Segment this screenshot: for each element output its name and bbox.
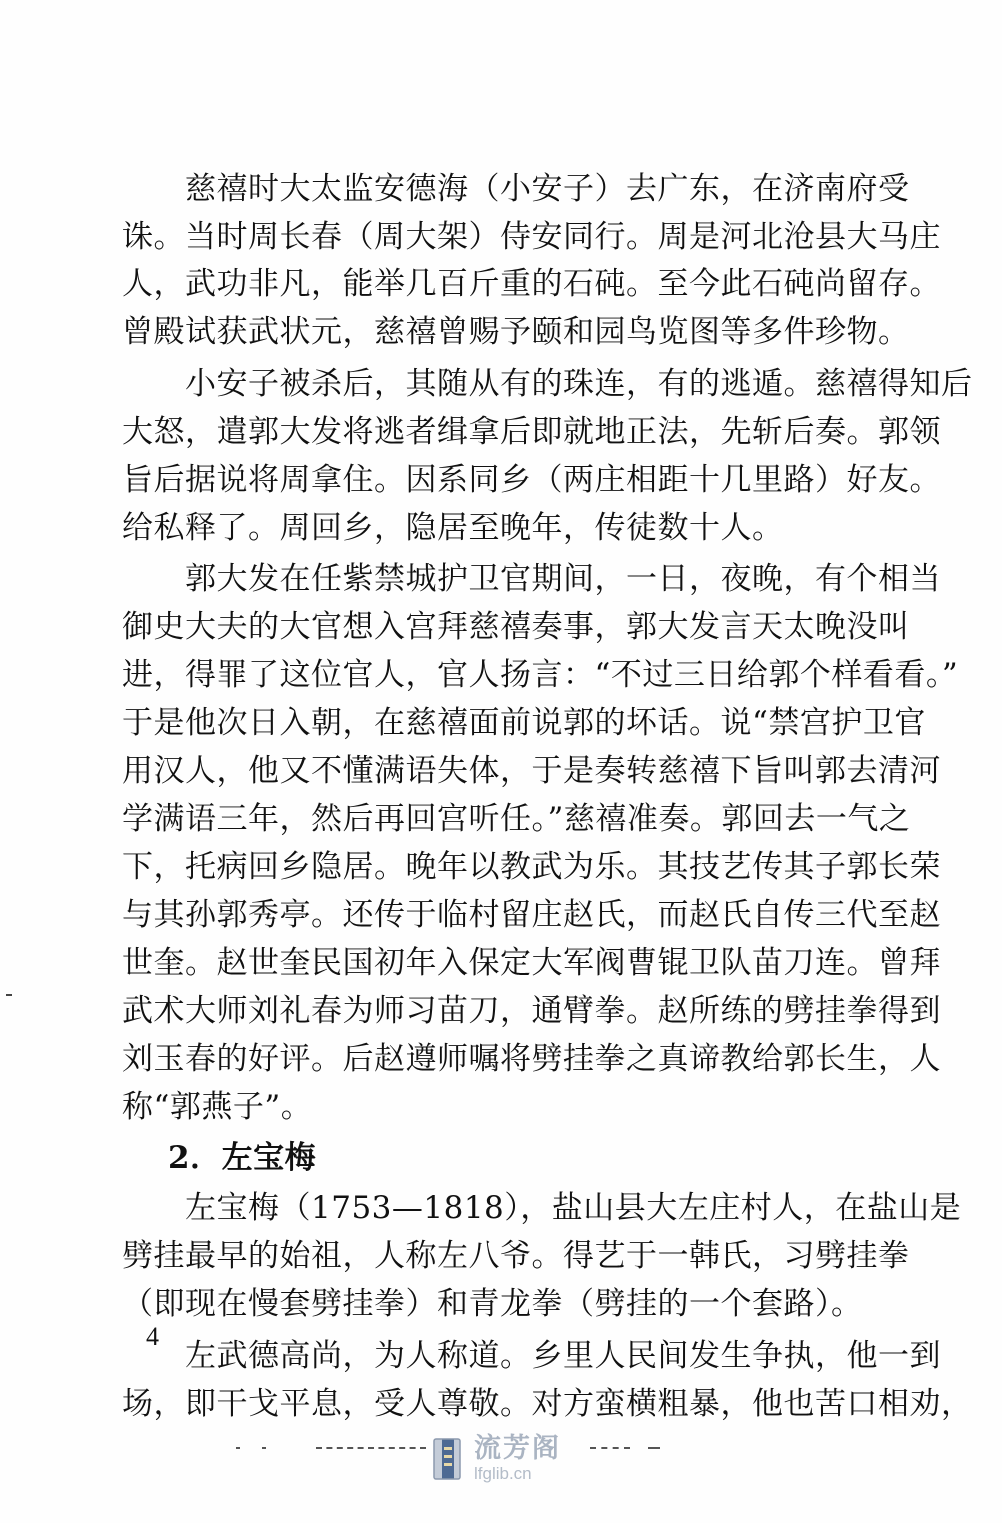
scan-artifact xyxy=(590,1447,630,1451)
text-line: 刘玉春的好评。后赵遵师嘱将劈挂拳之真谛教给郭长生，人 xyxy=(122,1041,941,1077)
watermark-text xyxy=(474,1434,561,1484)
text-line: 劈挂最早的始祖，人称左八爷。得艺于一韩氏，习劈挂拳 xyxy=(122,1238,910,1274)
text-line: 郭大发在任紫禁城护卫官期间，一日，夜晚，有个相当 xyxy=(185,561,941,597)
text-line: 旨后据说将周拿住。因系同乡（两庄相距十几里路）好友。 xyxy=(122,462,941,498)
text-line: 大怒，遣郭大发将逃者缉拿后即就地正法，先斩后奏。郭领 xyxy=(122,414,941,450)
text-line: 于是他次日入朝，在慈禧面前说郭的坏话。说“禁宫护卫官 xyxy=(122,705,926,741)
text-line: 学满语三年，然后再回宫听任。”慈禧准奏。郭回去一气之 xyxy=(122,801,911,837)
text-line: 用汉人，他又不懂满语失体，于是奏转慈禧下旨叫郭去清河 xyxy=(122,753,941,789)
text-line: 武术大师刘礼春为师习苗刀，通臂拳。赵所练的劈挂拳得到 xyxy=(122,993,941,1029)
watermark xyxy=(428,1430,588,1488)
text-line: 与其孙郭秀亭。还传于临村留庄赵氏，而赵氏自传三代至赵 xyxy=(122,897,941,933)
watermark-title: 流芳阁 xyxy=(474,1433,561,1464)
text-line: 世奎。赵世奎民国初年入保定大军阀曹锟卫队苗刀连。曾拜 xyxy=(122,945,941,981)
scan-artifact xyxy=(316,1447,426,1451)
text-line: 进，得罪了这位官人，官人扬言：“不过三日给郭个样看看。” xyxy=(122,657,959,693)
text-line: 御史大夫的大官想入宫拜慈禧奏事，郭大发言天太晚没叫 xyxy=(122,609,910,645)
book-logo-icon xyxy=(428,1433,468,1485)
text-line: 左宝梅（1753—1818），盐山县大左庄村人，在盐山是 xyxy=(185,1190,962,1226)
text-line: 场，即干戈平息，受人尊敬。对方蛮横粗暴，他也苦口相劝， xyxy=(122,1386,973,1422)
page-number: 4 xyxy=(146,1322,159,1351)
scan-artifact xyxy=(6,994,12,996)
text-line: 小安子被杀后，其随从有的珠连，有的逃遁。慈禧得知后 xyxy=(185,366,973,402)
text-line: 左武德高尚，为人称道。乡里人民间发生争执，他一到 xyxy=(185,1338,941,1374)
text-line: 诛。当时周长春（周大架）侍安同行。周是河北沧县大马庄 xyxy=(122,219,941,255)
text-line: 给私释了。周回乡，隐居至晚年，传徒数十人。 xyxy=(122,510,784,546)
text-line: 下，托病回乡隐居。晚年以教武为乐。其技艺传其子郭长荣 xyxy=(122,849,941,885)
text-line: 曾殿试获武状元，慈禧曾赐予颐和园鸟览图等多件珍物。 xyxy=(122,314,910,350)
section-heading: 2．左宝梅 xyxy=(168,1140,317,1176)
scan-artifact xyxy=(648,1447,660,1451)
text-line: 人，武功非凡，能举几百斤重的石砘。至今此石砘尚留存。 xyxy=(122,266,941,302)
text-line: （即现在慢套劈挂拳）和青龙拳（劈挂的一个套路）。 xyxy=(122,1286,863,1322)
watermark-url: lfglib.cn xyxy=(474,1464,532,1483)
text-line: 慈禧时大太监安德海（小安子）去广东，在济南府受 xyxy=(185,171,910,207)
text-line: 称“郭燕子”。 xyxy=(122,1089,313,1125)
scan-artifact xyxy=(236,1447,240,1451)
scan-artifact xyxy=(262,1447,266,1451)
